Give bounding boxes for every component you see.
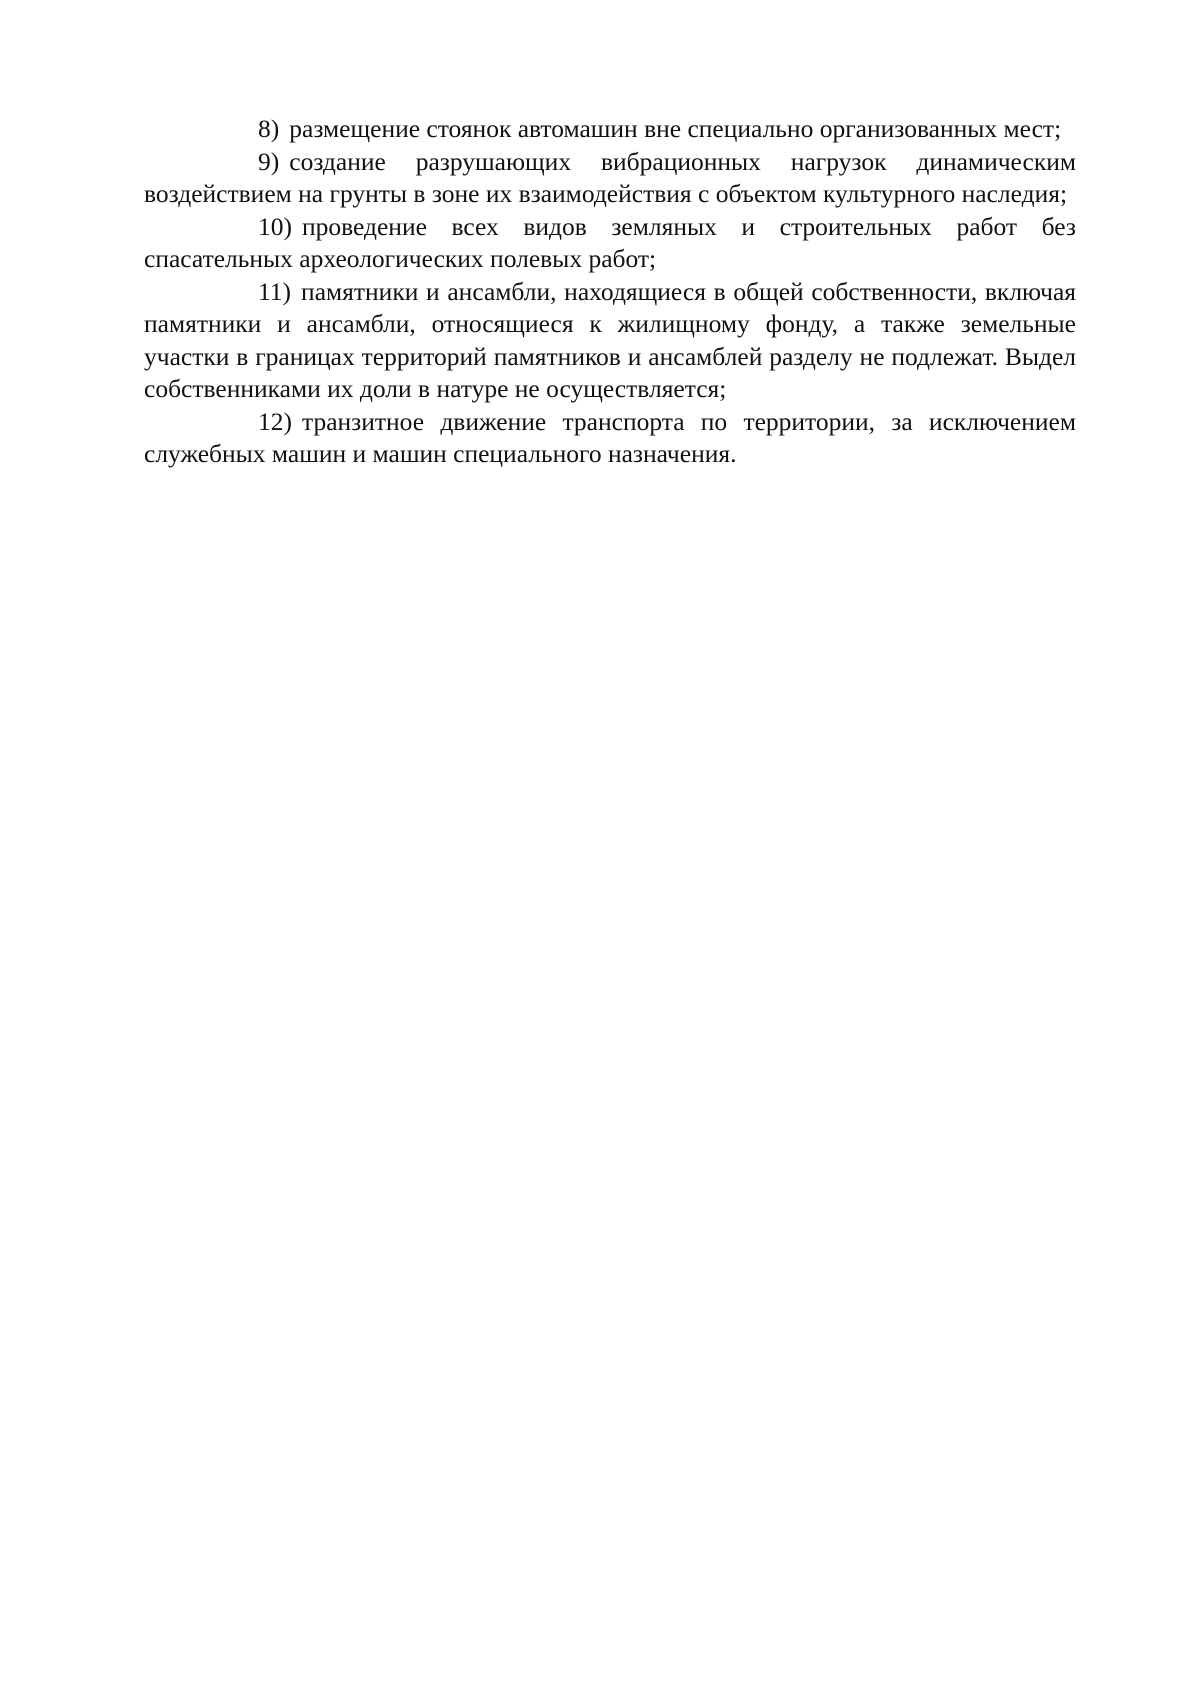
item-number: 12) [258,406,292,436]
list-item-10 [144,211,1076,276]
item-number: 11) [258,276,292,306]
item-text: памятники и ансамбли, находящиеся в общей собственности, включая памятники и ансамбли, относящиеся к жилищному фонду, а также земельные участки в границах территорий памятников и ансамблей разделу не подлежат. Выдел собственниками их доли в натуре не осуществляется; [144,276,1076,403]
document-body [144,113,1076,471]
list-item-11 [144,276,1076,406]
list-item-12 [144,406,1076,471]
item-text: размещение стоянок автомашин вне специально организованных мест; [289,114,1062,143]
item-text: создание разрушающих вибрационных нагрузок динамическим воздействием на грунты в зоне их взаимодействия с объектом культурного наследия; [144,146,1076,208]
list-item-9 [144,146,1076,211]
item-number: 8) [258,114,280,143]
item-text: транзитное движение транспорта по территории, за исключением служебных машин и машин специального назначения. [144,406,1076,468]
list-item-8 [144,113,1076,146]
item-number: 9) [258,146,280,176]
item-number: 10) [258,211,292,241]
item-text: проведение всех видов земляных и строительных работ без спасательных археологических полевых работ; [144,211,1076,273]
